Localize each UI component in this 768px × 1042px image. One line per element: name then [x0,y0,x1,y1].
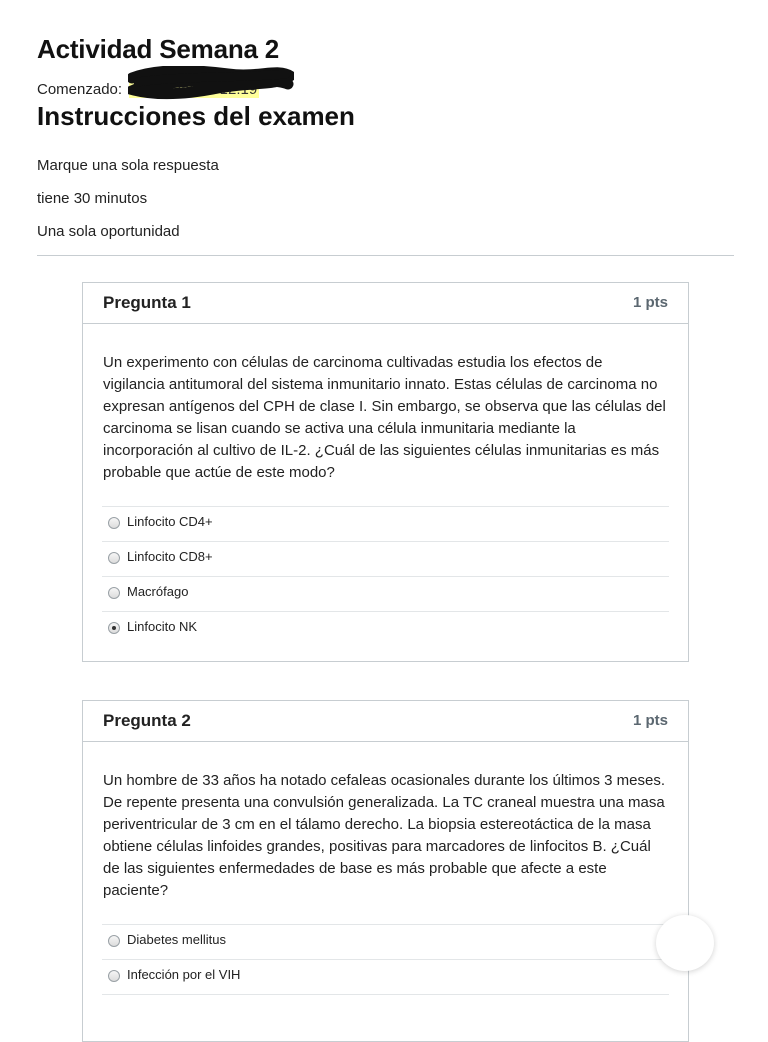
answer-label: Diabetes mellitus [127,932,226,947]
answer-option[interactable] [102,612,669,646]
divider [37,255,734,256]
question-card-2 [82,700,689,1042]
instruction-line: Una sola oportunidad [37,223,180,240]
answer-option[interactable] [102,542,669,577]
instruction-line: tiene 30 minutos [37,190,148,207]
page-title: Actividad Semana 2 [37,34,280,64]
radio-button[interactable] [108,552,120,564]
answer-option[interactable] [102,507,669,542]
answer-label: Linfocito CD4+ [127,514,213,529]
redaction-scribble [128,66,294,100]
answer-label: Linfocito NK [127,619,198,634]
answer-list [102,924,669,995]
question-points: 1 pts [632,712,668,729]
floating-action-button[interactable] [656,915,714,971]
question-text: Un experimento con células de carcinoma cultivadas estudia los efectos de vigilancia antitumoral del sistema inmunitario innato. Estas células de carcinoma no expresan antígenos del CPH de clase I. Sin embargo, se observa que las células del carcinoma se lisan cuando se activa una célula inmunitaria mediante la incorporación al cultivo de IL-2. ¿Cuál de las siguientes células inmunitarias es más probable que actúe de este modo? [103,354,666,481]
answer-option[interactable] [102,577,669,612]
instruction-line: Marque una sola respuesta [37,157,219,174]
answer-option[interactable] [102,960,669,995]
question-text: Un hombre de 33 años ha notado cefaleas ocasionales durante los últimos 3 meses. De repente presenta una convulsión generalizada. La TC craneal muestra una masa periventricular de 3 cm en el tálamo derecho. La biopsia estereotáctica de la masa obtiene células linfoides grandes, positivas para marcadores de linfocitos B. ¿Cuál de las siguientes enfermedades de base es más probable que afecte a este paciente? [103,772,666,899]
question-header [83,701,688,742]
question-title: Pregunta 1 [103,293,191,312]
radio-button[interactable] [108,970,120,982]
radio-button[interactable] [108,587,120,599]
question-points: 1 pts [632,294,668,311]
started-value: 16 de abr en 12:19 [131,81,258,98]
radio-button[interactable] [108,935,120,947]
question-header [83,283,688,324]
question-title: Pregunta 2 [103,711,191,730]
answer-label: Infección por el VIH [127,967,241,982]
answer-label: Macrófago [127,584,189,599]
answer-option[interactable] [102,925,669,960]
answer-list [102,506,669,646]
question-card-1 [82,282,689,662]
instructions-title: Instrucciones del examen [37,101,355,131]
radio-button[interactable] [108,517,120,529]
started-label: Comenzado: [37,81,123,98]
radio-button-selected[interactable] [108,622,120,634]
answer-label: Linfocito CD8+ [127,549,213,564]
